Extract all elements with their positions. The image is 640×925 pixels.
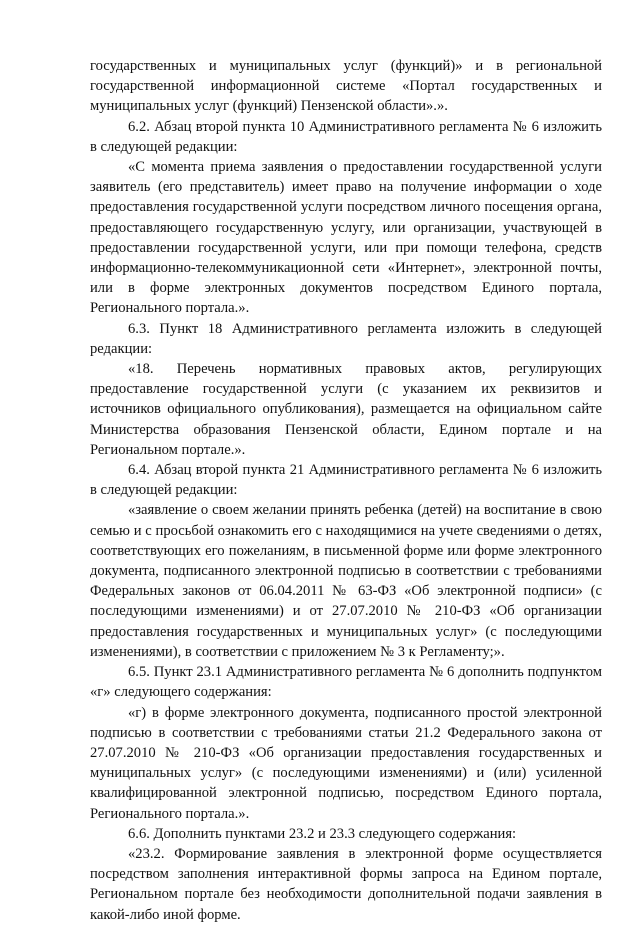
paragraph-quote-6-3: «18. Перечень нормативных правовых актов, регулирующих предоставление государственной услуги (с указанием их реквизитов и источников официального опубликования), размещается на официальном сайте Министерства образования Пензенской области, Едином портале и на Региональном портале.». — [90, 361, 602, 458]
paragraph-quote-6-5: «г) в форме электронного документа, подписанного простой электронной подписью в соответствии с требованиями статьи 21.2 Федерального закона от 27.07.2010 № 210-ФЗ «Об организации предоставления государственных и муниципальных услуг» (с последующими изменениями) и (или) усиленной квалифицированной электронной подписью, посредством Единого портала, Регионального портала.». — [90, 704, 602, 822]
paragraph-item-6-4: 6.4. Абзац второй пункта 21 Административного регламента № 6 изложить в следующей редакции: — [90, 462, 602, 499]
document-page — [90, 56, 602, 925]
paragraph-quote-6-2: «С момента приема заявления о предоставлении государственной услуги заявитель (его представитель) имеет право на получение информации о ходе предоставления государственной услуги посредством личного посещения органа, предоставляющего государственную услугу, или организации, участвующей в предоставлении государственной услуги, или при помощи телефона, средств информационно-телекоммуникационной сети «Интернет», электронной почты, или в форме электронных документов посредством Единого портала, Регионального портала.». — [90, 159, 602, 317]
paragraph-quote-6-6: «23.2. Формирование заявления в электронной форме осуществляется посредством заполнения интерактивной формы запроса на Едином портале, Региональном портале без необходимости дополнительной подачи заявления в какой-либо иной форме. — [90, 845, 602, 923]
paragraph-item-6-5: 6.5. Пункт 23.1 Административного регламента № 6 дополнить подпунктом «г» следующего содержания: — [90, 664, 602, 701]
paragraph-item-6-2: 6.2. Абзац второй пункта 10 Административного регламента № 6 изложить в следующей редакции: — [90, 118, 602, 155]
paragraph-continuation: государственных и муниципальных услуг (функций)» и в региональной государственной информационной системе «Портал государственных и муниципальных услуг (функций) Пензенской области».». — [90, 58, 602, 115]
paragraph-item-6-3: 6.3. Пункт 18 Административного регламента изложить в следующей редакции: — [90, 320, 602, 357]
paragraph-quote-6-4: «заявление о своем желании принять ребенка (детей) на воспитание в свою семью и с просьбой ознакомить его с находящимися на учете сведениями о детях, соответствующих его пожеланиям, в письменной форме или форме электронного документа, подписанного электронной подписью в соответствии с требованиями Федеральных законов от 06.04.2011 № 63-ФЗ «Об электронной подписи» (с последующими изменениями) и от 27.07.2010 № 210-ФЗ «Об организации предоставления государственных и муниципальных услуг» (с последующими изменениями), в соответствии с приложением № 3 к Регламенту;». — [90, 502, 602, 660]
paragraph-item-6-6: 6.6. Дополнить пунктами 23.2 и 23.3 следующего содержания: — [128, 825, 517, 842]
